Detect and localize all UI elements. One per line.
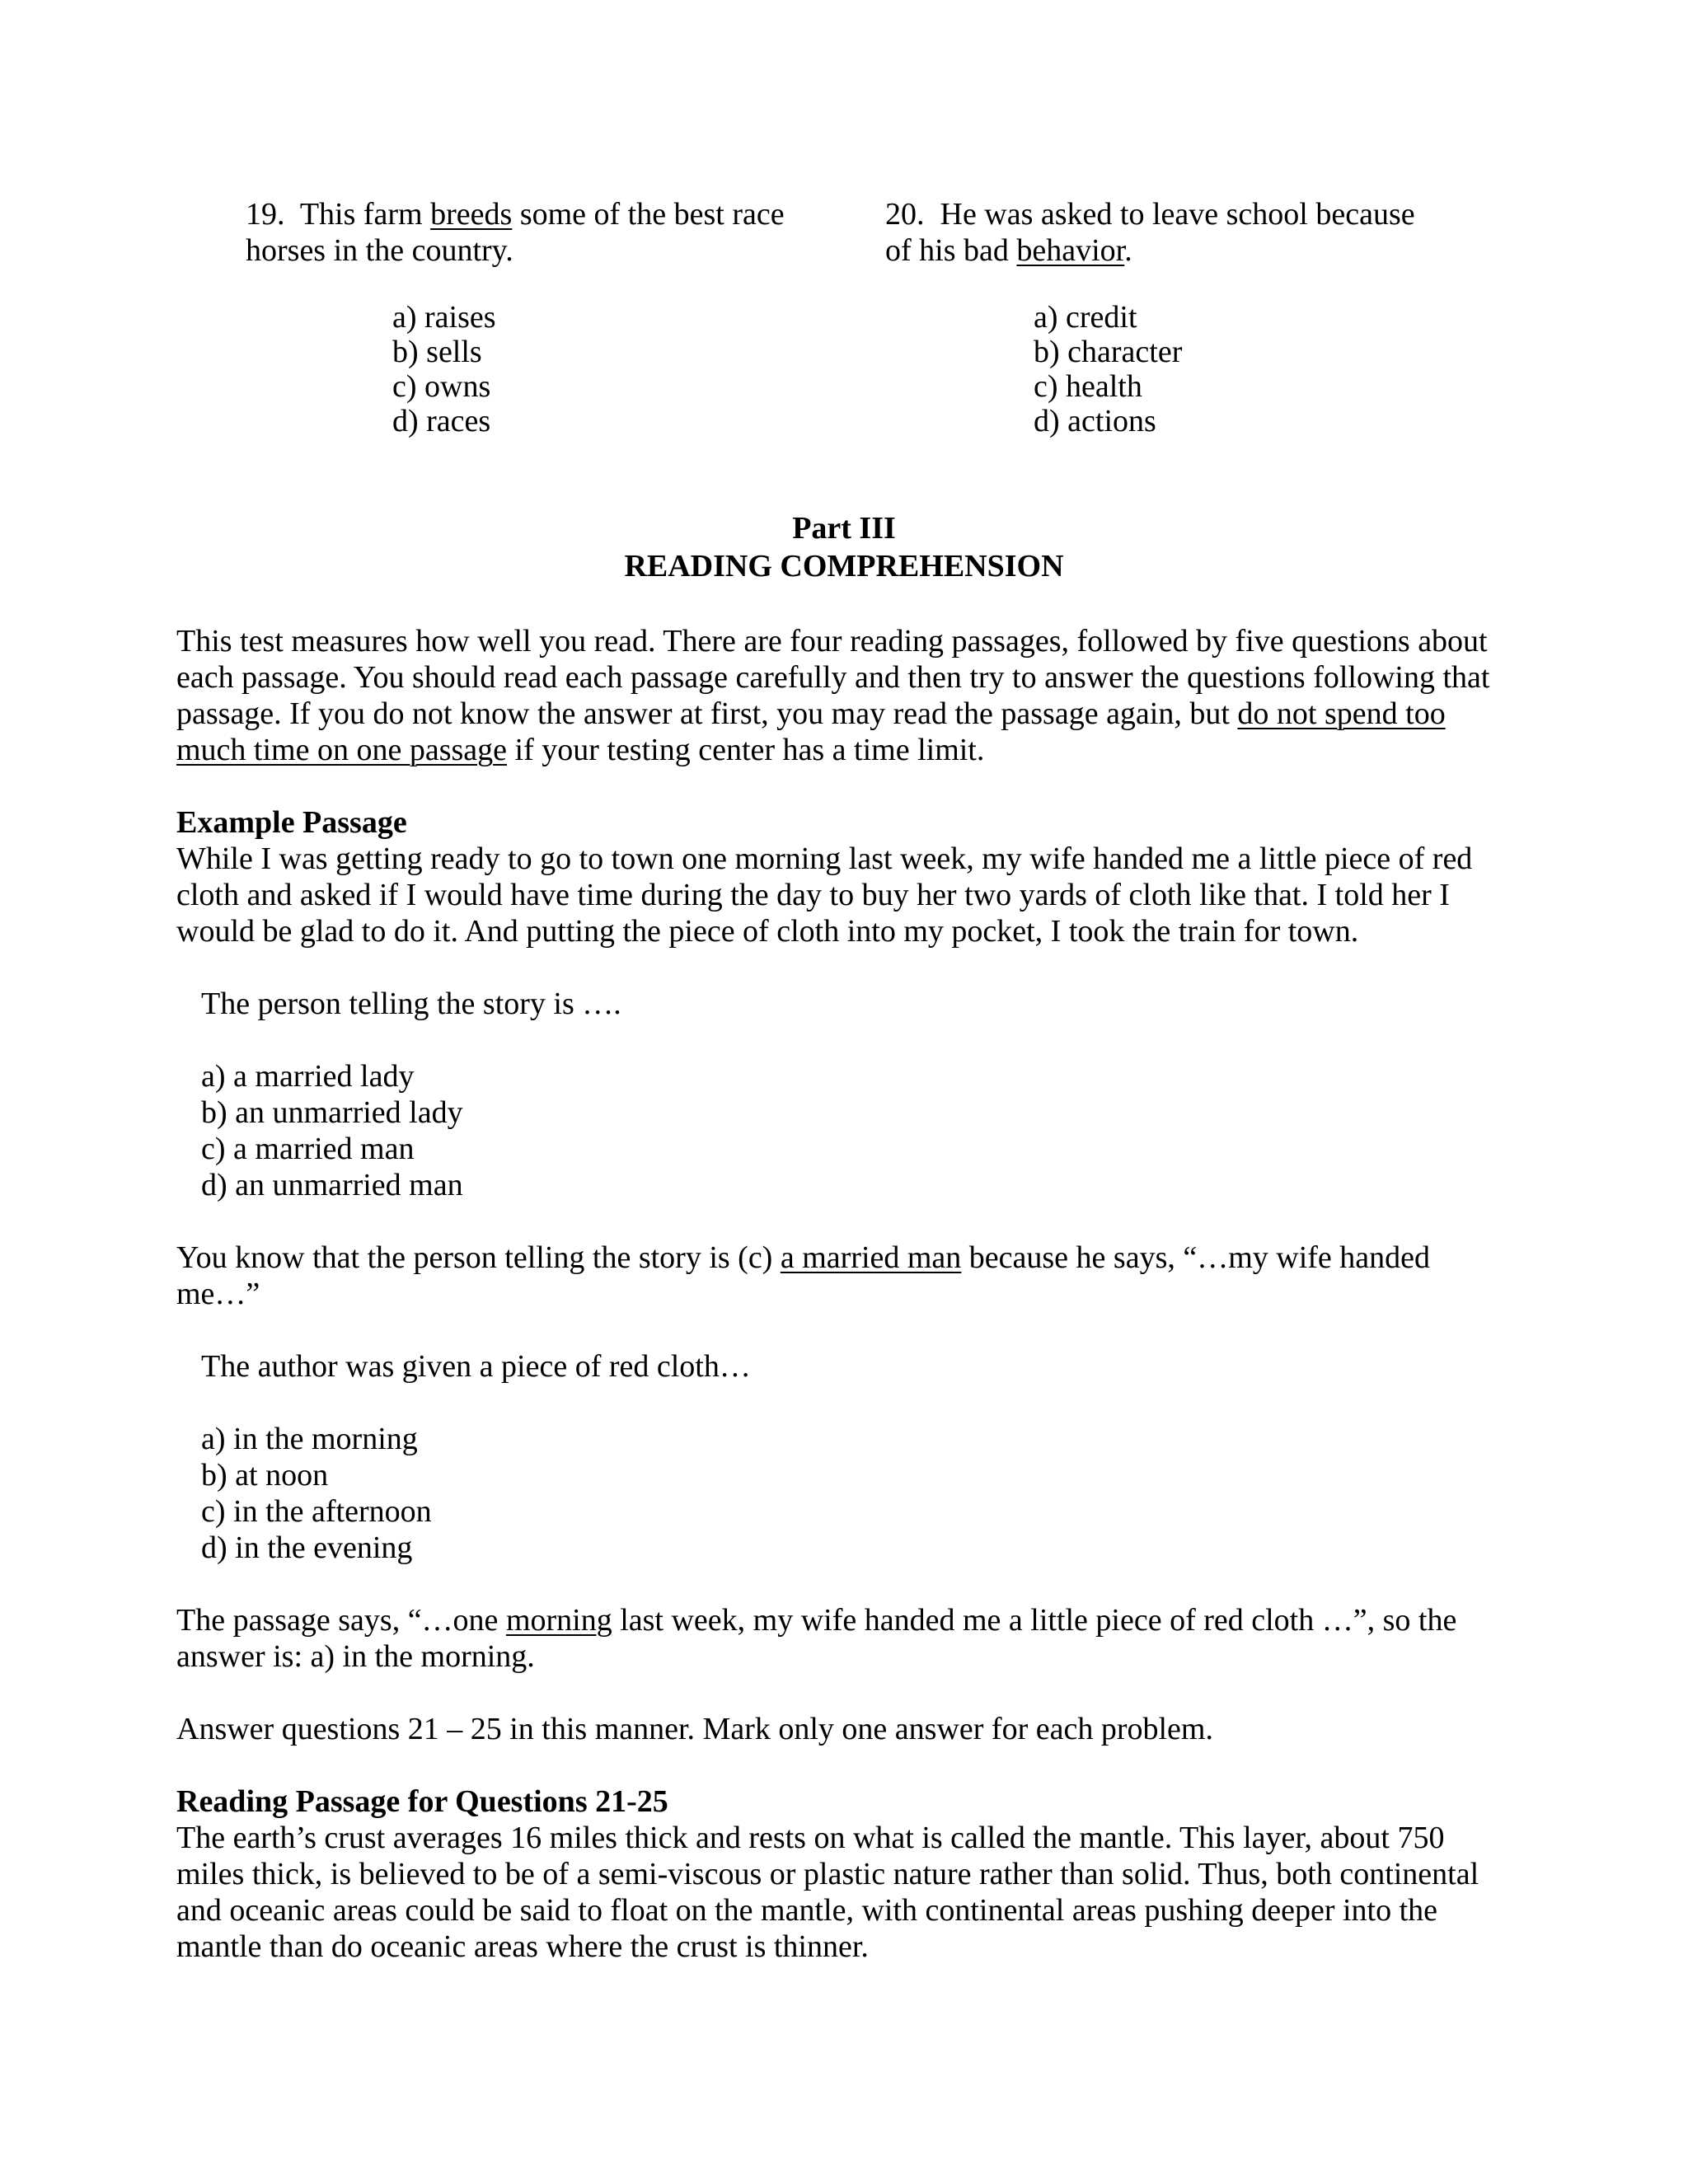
passage-text: The earth’s crust averages 16 miles thick and rests on what is called the mantle. This layer, about 750 miles thick, is believed to be of a semi-viscous or plastic nature rather than solid. Thus, both continental and oceanic areas could be said to float on the mantle, with continental areas pushing deeper into the mantle than do oceanic areas where the crust is thinner.: [176, 1821, 1479, 1964]
stem-text: This farm: [299, 197, 423, 232]
stem-text: .: [1124, 233, 1132, 268]
question-20: [885, 196, 1446, 269]
intro-text: if your testing center has a time limit.: [514, 733, 985, 767]
example-q2-options: [201, 1421, 432, 1566]
explanation-underlined: a married man: [780, 1240, 962, 1275]
option-c[interactable]: c) in the afternoon: [201, 1494, 432, 1529]
option-b[interactable]: b) sells: [392, 335, 482, 369]
explanation-text: last week, my wife handed me a little piece of red cloth …”, so the answer is: a) in the morning.: [176, 1603, 1457, 1674]
example-passage: [176, 804, 1520, 949]
option-b[interactable]: b) at noon: [201, 1458, 329, 1493]
example-q2-explanation: [176, 1602, 1520, 1675]
stem-text: He was asked to leave school because of his bad: [885, 197, 1415, 268]
question-number: 19.: [246, 197, 285, 232]
example-q1-explanation: [176, 1240, 1520, 1312]
option-d[interactable]: d) an unmarried man: [201, 1168, 463, 1202]
instruction: Answer questions 21 – 25 in this manner. Mark only one answer for each problem.: [176, 1712, 1213, 1746]
option-d[interactable]: d) actions: [1034, 404, 1156, 438]
explanation-text: because he says, “…my wife handed me…”: [176, 1240, 1431, 1311]
option-d[interactable]: d) races: [392, 404, 491, 438]
option-b[interactable]: b) character: [1034, 335, 1183, 369]
underlined-word: breeds: [430, 197, 513, 232]
reading-passage-21-25: [176, 1783, 1520, 1965]
question-19-stem: [246, 196, 806, 269]
question-20-options: [1034, 300, 1182, 438]
option-c[interactable]: c) owns: [392, 369, 491, 404]
intro-paragraph: [176, 623, 1520, 768]
part-title: Part III: [792, 511, 896, 546]
stem-text: some of the best race horses in the country.: [246, 197, 785, 268]
option-a[interactable]: a) in the morning: [201, 1422, 418, 1456]
part-subtitle: READING COMPREHENSION: [624, 549, 1064, 583]
intro-text: This test measures how well you read. There are four reading passages, followed by five questions about each passage. You should read each passage carefully and then try to answer the questions following that passage. If you do not know the answer at first, you may read the passage again, but: [176, 624, 1490, 731]
underlined-word: behavior: [1016, 233, 1125, 268]
explanation-text: You know that the person telling the story is (c): [176, 1240, 773, 1275]
option-c[interactable]: c) a married man: [201, 1132, 415, 1166]
example-q1-stem: The person telling the story is ….: [201, 987, 621, 1021]
intro-underlined: do not spend too much time on one passage: [176, 696, 1446, 767]
question-20-stem: [885, 196, 1446, 269]
option-a[interactable]: a) credit: [1034, 300, 1137, 335]
example-q1-options: [201, 1058, 463, 1203]
example-q2-stem: The author was given a piece of red cloth…: [201, 1349, 751, 1384]
question-19: [246, 196, 806, 269]
example-text: While I was getting ready to go to town one morning last week, my wife handed me a little piece of red cloth and asked if I would have time during the day to buy her two yards of cloth like that. I told her I would be glad to do it. And putting the piece of cloth into my pocket, I took the train for town.: [176, 841, 1473, 949]
question-19-options: [392, 300, 496, 438]
explanation-underlined: morning: [505, 1603, 612, 1638]
example-heading: Example Passage: [176, 805, 407, 840]
option-b[interactable]: b) an unmarried lady: [201, 1095, 463, 1130]
option-d[interactable]: d) in the evening: [201, 1530, 413, 1565]
option-c[interactable]: c) health: [1034, 369, 1142, 404]
option-a[interactable]: a) a married lady: [201, 1059, 415, 1094]
option-a[interactable]: a) raises: [392, 300, 496, 335]
part-heading: [0, 509, 1688, 585]
passage-heading: Reading Passage for Questions 21-25: [176, 1784, 668, 1819]
question-number: 20.: [885, 197, 925, 232]
explanation-text: The passage says, “…one: [176, 1603, 499, 1638]
